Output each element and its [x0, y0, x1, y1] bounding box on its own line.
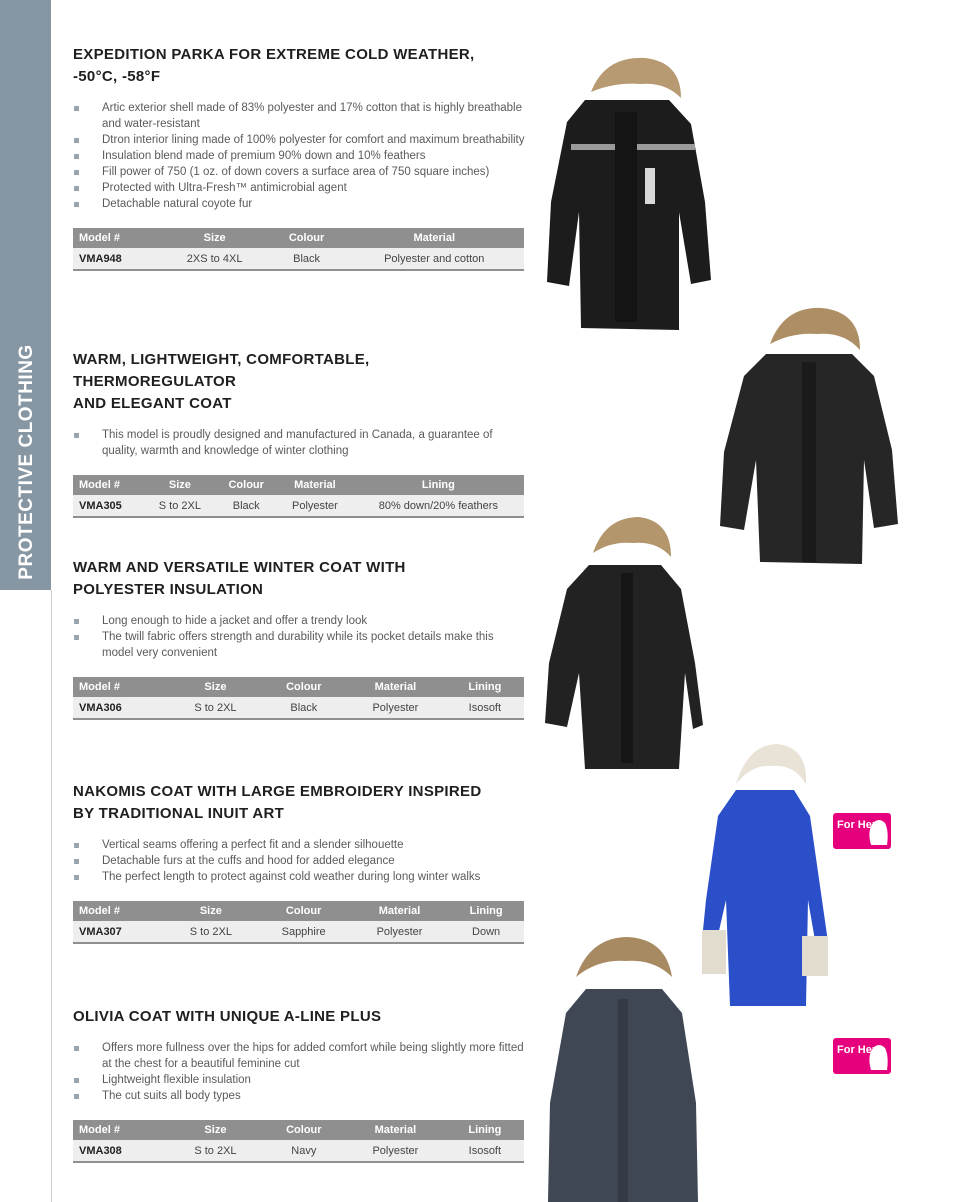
header-colour: Colour — [263, 677, 346, 697]
header-material: Material — [345, 1120, 446, 1140]
spec-table — [73, 677, 524, 720]
cell-size: S to 2XL — [168, 697, 262, 719]
feature-item: Offers more fullness over the hips for added comfort while being slightly more fitted at the chest for a beautiful feminine cut — [73, 1040, 525, 1072]
badge-label: For Her — [837, 1044, 877, 1056]
for-her-badge — [833, 813, 891, 849]
feature-list — [73, 837, 525, 885]
cell-lining: 80% down/20% feathers — [353, 495, 524, 517]
cell-colour: Navy — [263, 1140, 346, 1162]
header-lining: Lining — [448, 901, 524, 921]
feature-list — [73, 613, 525, 661]
feature-item: Vertical seams offering a perfect fit and a slender silhouette — [73, 837, 525, 853]
header-material: Material — [277, 475, 353, 495]
coat-vma308-photo — [546, 933, 704, 1202]
header-model: Model # — [73, 677, 168, 697]
cell-size: S to 2XL — [145, 495, 216, 517]
cell-colour: Black — [215, 495, 277, 517]
header-size: Size — [161, 228, 269, 248]
header-size: Size — [168, 677, 262, 697]
product-vma948 — [73, 44, 525, 271]
feature-item: Fill power of 750 (1 oz. of down covers a surface area of 750 square inches) — [73, 164, 525, 180]
product-vma305 — [73, 349, 525, 518]
cell-colour: Black — [263, 697, 346, 719]
parka-vma948-photo — [545, 52, 715, 334]
feature-item: The twill fabric offers strength and durability while its pocket details make this model very convenient — [73, 629, 525, 661]
header-lining: Lining — [446, 1120, 524, 1140]
header-model: Model # — [73, 475, 145, 495]
cell-lining: Isosoft — [446, 697, 524, 719]
cell-model: VMA305 — [73, 495, 145, 517]
header-model: Model # — [73, 228, 161, 248]
header-material: Material — [345, 677, 446, 697]
feature-item: The perfect length to protect against cold weather during long winter walks — [73, 869, 525, 885]
cell-size: 2XS to 4XL — [161, 248, 269, 270]
header-model: Model # — [73, 901, 165, 921]
header-colour: Colour — [269, 228, 345, 248]
feature-item: Detachable furs at the cuffs and hood for added elegance — [73, 853, 525, 869]
cell-material: Polyester and cotton — [345, 248, 525, 270]
for-her-badge — [833, 1038, 891, 1074]
header-model: Model # — [73, 1120, 168, 1140]
product-title: OLIVIA COAT WITH UNIQUE A-LINE PLUS — [73, 1008, 382, 1025]
spec-table — [73, 228, 524, 271]
spec-table — [73, 475, 524, 518]
table-row — [73, 248, 524, 270]
product-title: NAKOMIS COAT WITH LARGE EMBROIDERY INSPIRED BY TRADITIONAL INUIT ART — [73, 783, 482, 822]
feature-list — [73, 427, 525, 459]
feature-item: Insulation blend made of premium 90% down and 10% feathers — [73, 148, 525, 164]
header-lining: Lining — [446, 677, 524, 697]
cell-model: VMA308 — [73, 1140, 168, 1162]
feature-item: Dtron interior lining made of 100% polyester for comfort and maximum breathability — [73, 132, 525, 148]
product-vma308 — [73, 1006, 525, 1163]
cell-model: VMA306 — [73, 697, 168, 719]
cell-material: Polyester — [351, 921, 448, 943]
cell-material: Polyester — [345, 1140, 446, 1162]
cell-colour: Black — [269, 248, 345, 270]
badge-label: For Her — [837, 819, 877, 831]
coat-vma306-photo — [545, 513, 705, 773]
cell-model: VMA307 — [73, 921, 165, 943]
table-row — [73, 1140, 524, 1162]
product-vma306 — [73, 557, 525, 720]
cell-lining: Isosoft — [446, 1140, 524, 1162]
cell-model: VMA948 — [73, 248, 161, 270]
header-colour: Colour — [256, 901, 350, 921]
product-title: WARM, LIGHTWEIGHT, COMFORTABLE, THERMOREGULATOR AND ELEGANT COAT — [73, 351, 370, 412]
table-row — [73, 697, 524, 719]
feature-item: Detachable natural coyote fur — [73, 196, 525, 212]
section-side-tab — [0, 0, 51, 590]
header-colour: Colour — [215, 475, 277, 495]
cell-size: S to 2XL — [168, 1140, 262, 1162]
coat-vma305-photo — [718, 302, 900, 570]
cell-lining: Down — [448, 921, 524, 943]
feature-item: The cut suits all body types — [73, 1088, 525, 1104]
feature-list — [73, 1040, 525, 1104]
product-title: EXPEDITION PARKA FOR EXTREME COLD WEATHER, -50°C, -58°F — [73, 46, 475, 85]
header-size: Size — [168, 1120, 262, 1140]
header-material: Material — [345, 228, 525, 248]
feature-item: Protected with Ultra-Fresh™ antimicrobial agent — [73, 180, 525, 196]
header-size: Size — [145, 475, 216, 495]
header-material: Material — [351, 901, 448, 921]
feature-item: Artic exterior shell made of 83% polyester and 17% cotton that is highly breathable and water-resistant — [73, 100, 525, 132]
cell-size: S to 2XL — [165, 921, 256, 943]
feature-item: Long enough to hide a jacket and offer a trendy look — [73, 613, 525, 629]
spec-table — [73, 1120, 524, 1163]
feature-item: This model is proudly designed and manufactured in Canada, a guarantee of quality, warmth and knowledge of winter clothing — [73, 427, 525, 459]
product-title: WARM AND VERSATILE WINTER COAT WITH POLYESTER INSULATION — [73, 559, 406, 598]
product-vma307 — [73, 781, 525, 944]
section-label: PROTECTIVE CLOTHING — [16, 344, 37, 580]
cell-material: Polyester — [345, 697, 446, 719]
header-colour: Colour — [263, 1120, 346, 1140]
header-lining: Lining — [353, 475, 524, 495]
cell-material: Polyester — [277, 495, 353, 517]
table-row — [73, 495, 524, 517]
coat-vma307-photo — [702, 740, 830, 1010]
side-divider — [51, 590, 52, 1202]
spec-table — [73, 901, 524, 944]
table-row — [73, 921, 524, 943]
feature-item: Lightweight flexible insulation — [73, 1072, 525, 1088]
cell-colour: Sapphire — [256, 921, 350, 943]
header-size: Size — [165, 901, 256, 921]
feature-list — [73, 100, 525, 212]
